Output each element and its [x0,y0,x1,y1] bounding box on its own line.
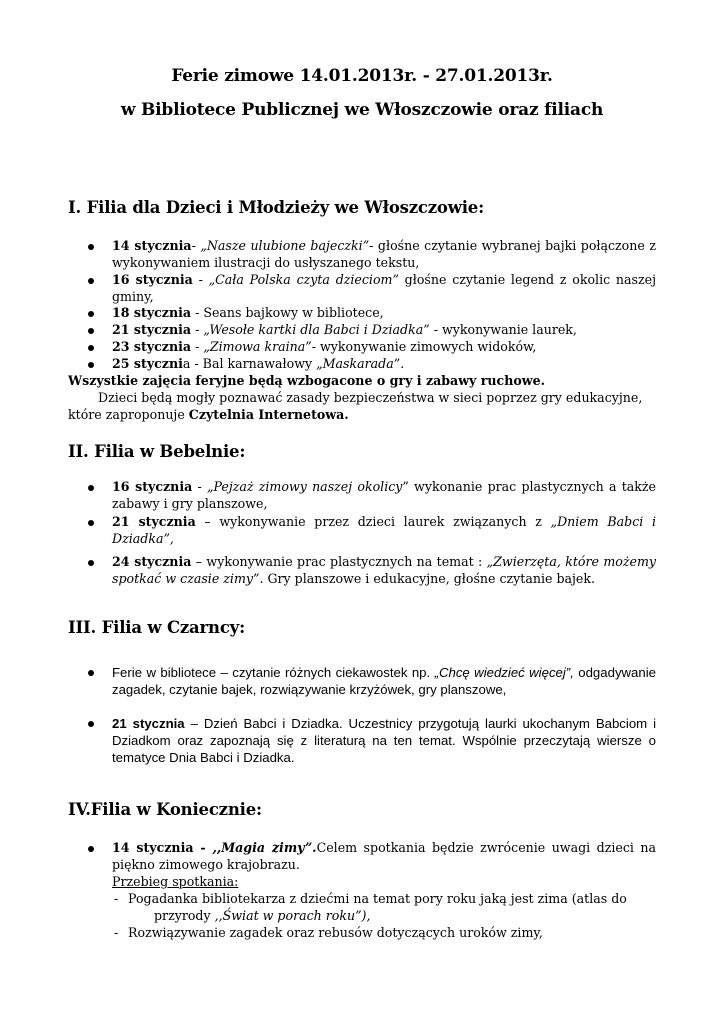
list-item [88,322,656,339]
list-item [88,238,656,271]
list-item [88,356,656,373]
item-separator: - [192,272,209,287]
note-line: Dzieci będą mogły poznawać zasady bezpieczeństwa w sieci poprzez gry edukacyjne, [98,390,643,405]
item-date: 16 stycznia [112,272,193,287]
bullet-icon [88,520,94,526]
item-title: „Cała Polska czyta dzieciom” [208,272,399,287]
bullet-icon [88,244,94,250]
item-text: – wykonywanie prac plastycznych na temat : [191,554,487,569]
bullet-icon [88,560,94,566]
bullet-icon [88,311,94,317]
dash-item [114,925,654,942]
item-title: „Nasze ulubione bajeczki” [200,238,370,253]
plan-label: Przebieg spotkania: [112,874,239,889]
bullet-icon [88,670,94,676]
bullet-icon [88,278,94,284]
note-bold: Wszystkie zajęcia feryjne będą wzbogacone o gry i zabawy ruchowe. [68,373,546,388]
bullet-icon [88,328,94,334]
section-heading-4: IV.Filia w Koniecznie: [68,800,262,819]
item-text-end: . Gry planszowe i edukacyjne, głośne czytanie bajek. [259,570,596,586]
item-title: „Chcę wiedzieć więcej”, [434,665,574,680]
page-subtitle: w Bibliotece Publicznej we Włoszczowie oraz filiach [120,100,604,120]
dash-title: ,,Świat w porach roku”), [214,908,371,923]
item-title: „Maskarada” [316,356,401,371]
list-item [88,339,656,356]
item-text: - głośne czytanie wybranej bajki połączone z wykonywaniem ilustracji do usłyszanego tekstu, [112,238,656,270]
dash-item [114,891,654,908]
item-title: „Pejzaż zimowy naszej okolicy [206,479,403,494]
item-date-tail: a [182,356,191,371]
item-title: „Zwierzęta, które możemy spotkać w czasie zimy” [112,554,657,586]
item-title: „Wesołe kartki dla Babci i Dziadka” [203,322,430,337]
list-item [88,272,656,305]
item-text: - Seans bajkowy w bibliotece, [191,305,384,320]
list-item [88,305,656,322]
item-text: – wykonywanie przez dzieci laurek związanych z [195,514,551,529]
bullet-icon [88,345,94,351]
bullet-icon [88,362,94,368]
item-date: 21 stycznia [112,514,196,529]
item-date: 21 stycznia [112,716,185,731]
dash-text: Pogadanka bibliotekarza z dziećmi na temat pory roku jaką jest zima (atlas do [128,891,627,906]
section-heading-1: I. Filia dla Dzieci i Młodzieży we Włoszczowie: [68,198,484,217]
item-title: ,,Magia zimy”. [212,840,317,855]
bullet-icon [88,485,94,491]
section-heading-2: II. Filia w Bebelnie: [68,442,246,461]
note-bold-text: Czytelnia Internetowa. [188,407,349,422]
item-separator: - [191,322,204,337]
bullet-icon [88,846,94,852]
item-text-end: odgadywanie zagadek, czytanie bajek, rozwiązywanie krzyżówek, gry planszowe, [112,665,656,697]
item-date: 14 stycznia - [112,840,213,855]
list-item [88,840,656,873]
item-text-end: . [400,356,405,371]
item-separator: - [192,479,207,494]
item-text: Ferie w bibliotece – czytanie różnych ciekawostek np. [112,665,435,680]
item-date: 24 stycznia [112,554,192,569]
item-text: Celem spotkania będzie zwrócenie uwagi dzieci na piękno zimowego krajobrazu. [112,840,656,872]
note-line [68,407,656,424]
item-text: - wykonywanie laurek, [429,322,577,337]
dash-text: Rozwiązywanie zagadek oraz rebusów dotyczących uroków zimy, [128,925,543,940]
section-heading-3: III. Filia w Czarncy: [68,618,245,637]
dash-text: przyrody [154,908,215,923]
item-date: 16 stycznia [112,479,193,494]
item-date: 18 stycznia [112,305,192,320]
item-text: – Dzień Babci i Dziadka. Uczestnicy przygotują laurki ukochanym Babciom i Dziadkom oraz zapoznają się z literaturą na ten temat. Wspólnie przeczytają wiersze o tematyce Dnia Babci i Dziadka. [112,716,657,765]
list-item [88,664,656,698]
item-title: „Zimowa kraina” [203,339,312,354]
item-text: ” wykonanie prac plastycznych a także zabawy i gry planszowe, [112,479,656,511]
list-item [88,514,656,547]
item-title: „Dniem Babci i Dziadka”, [112,514,656,546]
dash-symbol: - [114,925,119,940]
item-text: głośne czytanie legend z okolic naszej gminy, [112,272,656,304]
item-date: 25 styczni [112,356,183,371]
item-date: 23 stycznia [112,339,192,354]
list-item [88,554,656,587]
item-text: - wykonywanie zimowych widoków, [311,339,537,354]
item-separator: - [191,238,201,253]
item-separator: - [191,339,204,354]
list-item [88,715,656,766]
dash-item-continuation [114,908,694,925]
page-title: Ferie zimowe 14.01.2013r. - 27.01.2013r. [171,66,553,86]
item-date: 21 stycznia [112,322,192,337]
note-text: które zaproponuje [68,407,189,422]
item-text: - Bal karnawałowy [190,356,317,371]
list-item [88,479,656,512]
dash-symbol: - [114,891,119,906]
bullet-icon [88,721,94,727]
item-date: 14 stycznia [112,238,192,253]
